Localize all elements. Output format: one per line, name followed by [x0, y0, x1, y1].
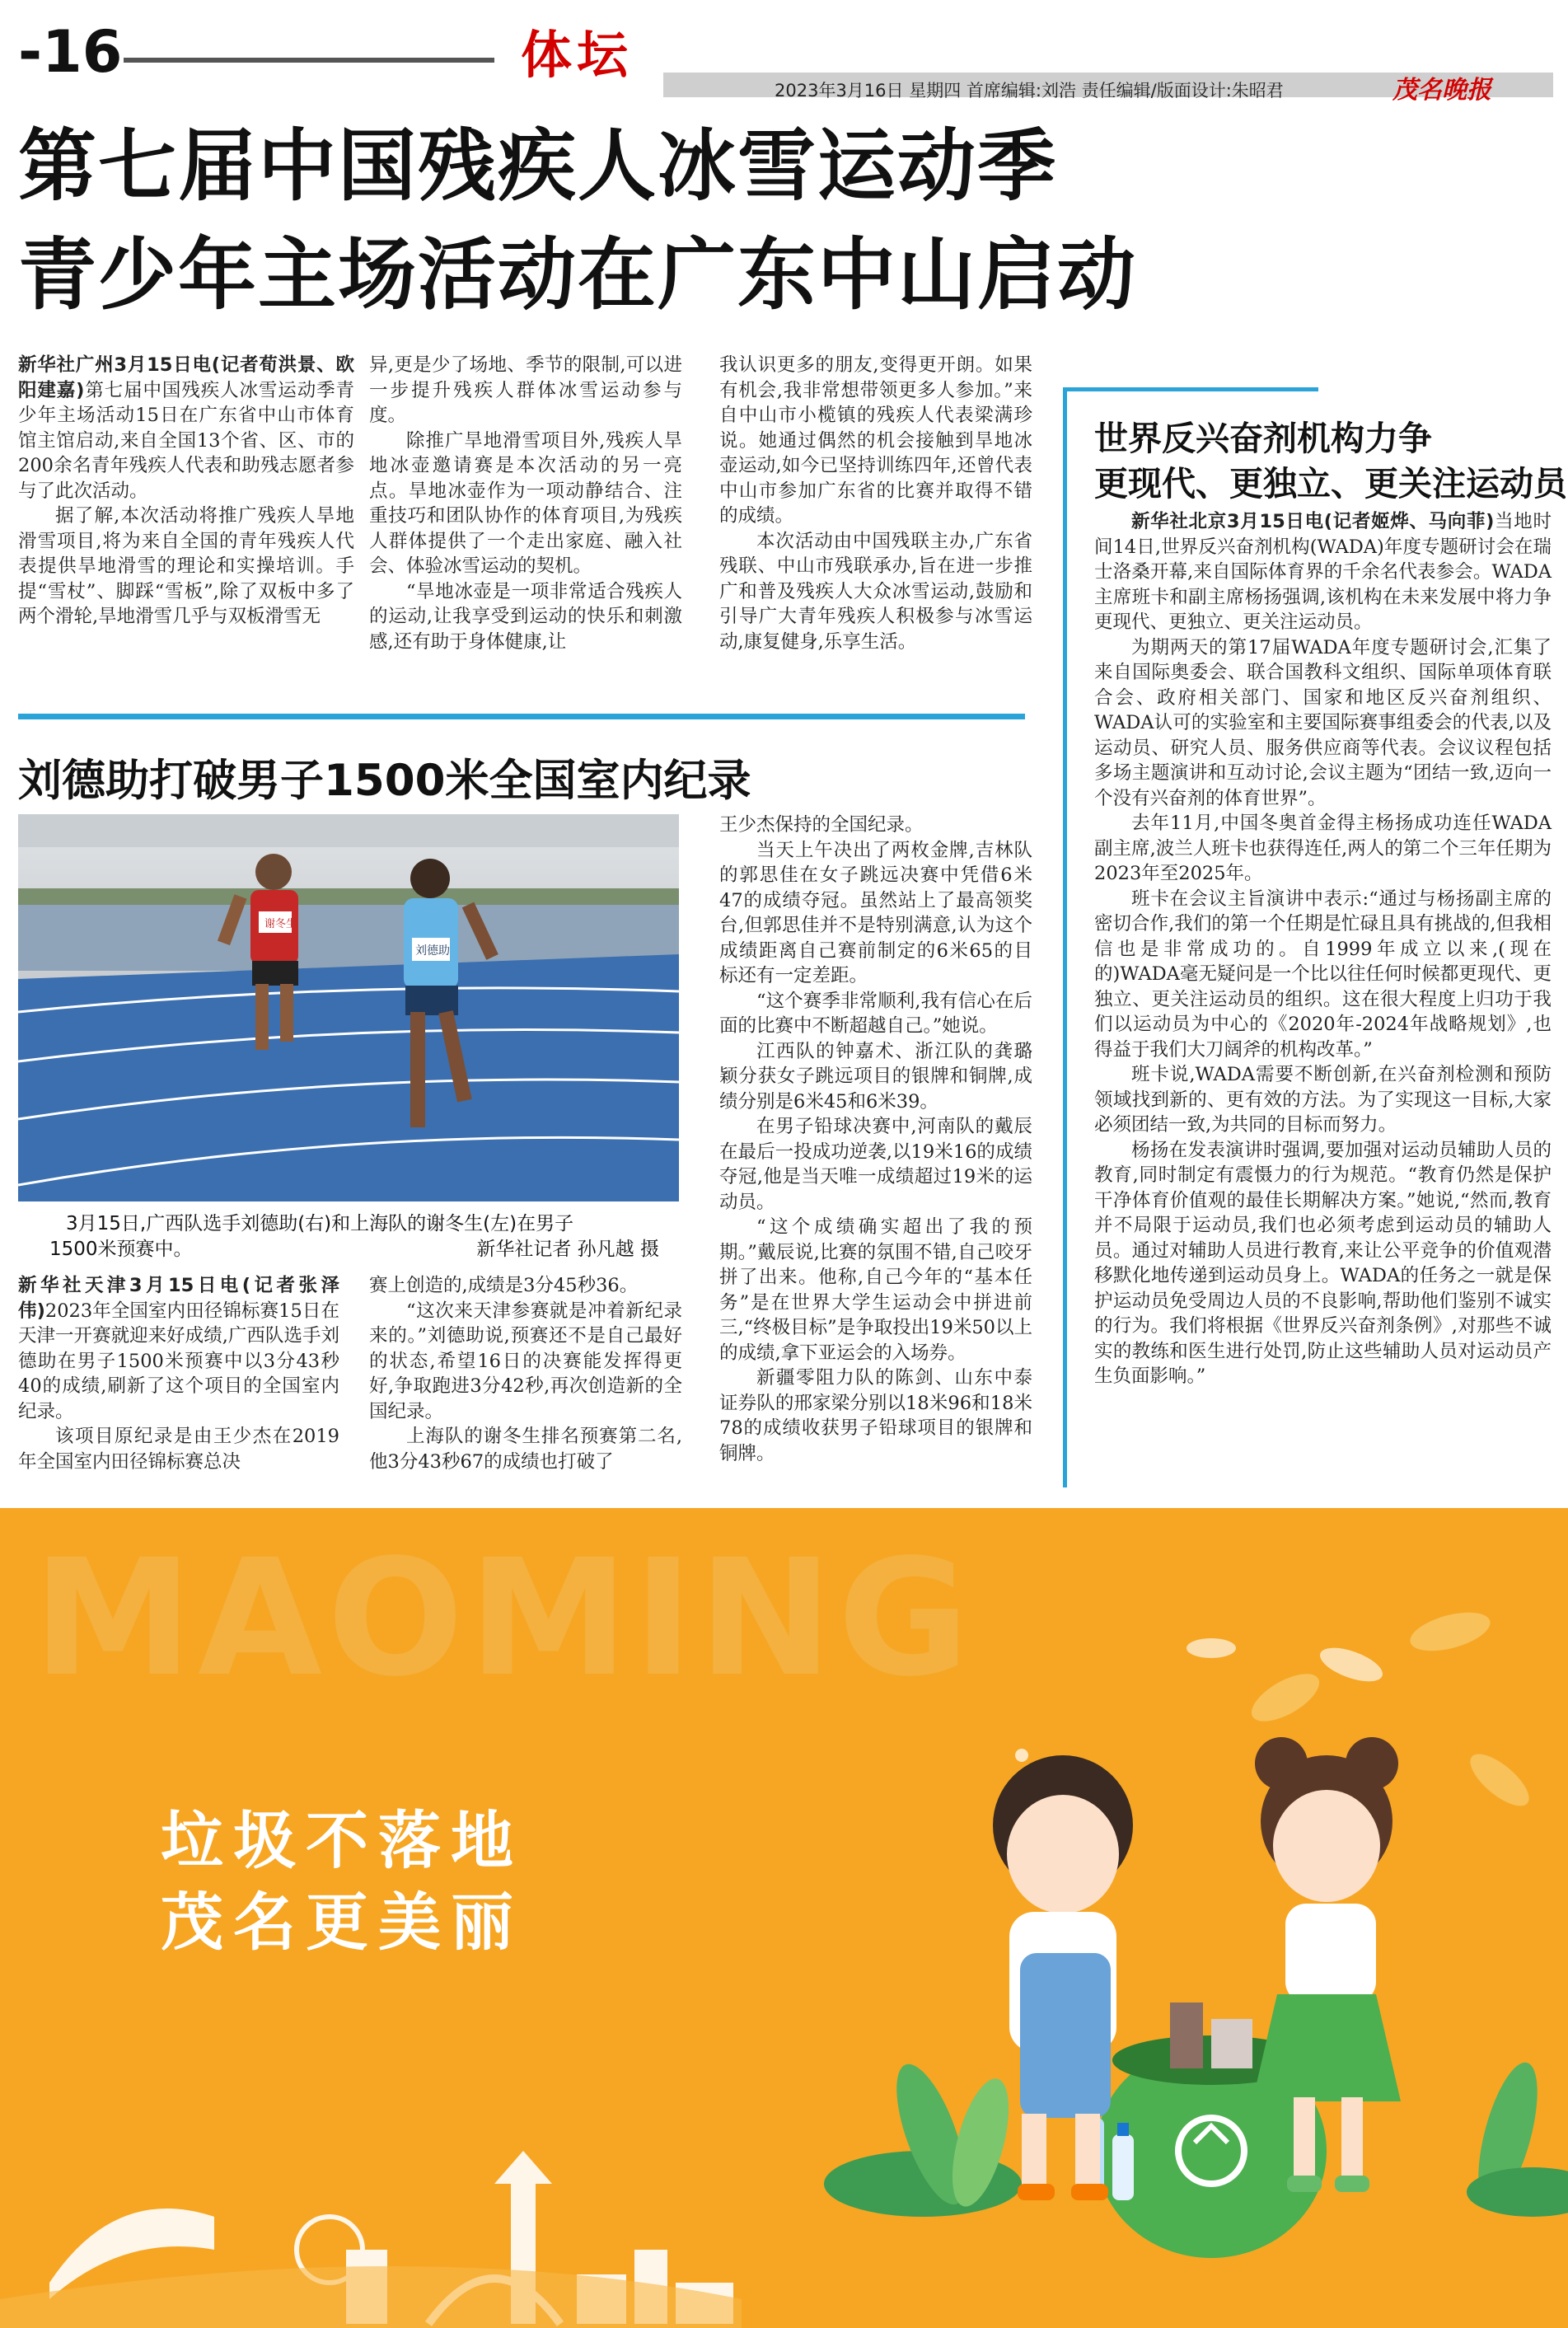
article2-col1-p2: 该项目原纪录是由王少杰在2019年全国室内田径锦标赛总决: [18, 1426, 339, 1473]
section-title: 体坛: [521, 25, 634, 85]
article2-col2-p2: “这次来天津参赛就是冲着新纪录来的。”刘德助说,预赛还不是自己最好的状态,希望16日的决赛能发挥得更好,争取跑进3分42秒,再次创造新的全国纪录。: [369, 1300, 682, 1422]
bib-left: 谢冬生: [264, 918, 297, 930]
article3-dateline: 新华社北京3月15日电(记者姬烨、马向菲): [1131, 511, 1495, 532]
article3-headline-line1: 世界反兴奋剂机构力争: [1094, 419, 1432, 458]
bib-right: 刘德助: [415, 944, 450, 958]
article2-col1-p1: 2023年全国室内田径锦标赛15日在天津一开赛就迎来好成绩,广西队选手刘德助在男子1500米预赛中以3分43秒40的成绩,刷新了这个项目的全国室内纪录。: [18, 1300, 339, 1422]
article2-col3-p5: 在男子铅球决赛中,河南队的戴辰在最后一投成功逆袭,以19米16的成绩夺冠,他是当天唯一成绩超过19米的运动员。: [719, 1116, 1032, 1213]
article2-col2-p1: 赛上创造的,成绩是3分45秒36。: [369, 1275, 639, 1296]
public-service-ad: [0, 1508, 1568, 2328]
article1-column-3: [719, 353, 1032, 654]
article1-headline-line2: 青少年主场活动在广东中山启动: [18, 230, 1138, 321]
article3-body: [1094, 509, 1552, 1389]
article3-headline-line2: 更现代、更独立、更关注运动员: [1094, 464, 1567, 504]
section-divider: [18, 714, 1025, 719]
article2-col3-p6: “这个成绩确实超出了我的预期。”戴辰说,比赛的氛围不错,自己咬牙拼了出来。他称,自己今年的“基本任务”是在世界大学生运动会中拼进前三,“终极目标”是争取投出19米50以上的成绩,拿下亚运会的入场券。: [719, 1216, 1032, 1364]
article1-column-2: [369, 353, 682, 654]
article1-col3-p1: 我认识更多的朋友,变得更开朗。如果有机会,我非常想带领更多人参加。”来自中山市小榄镇的残疾人代表梁满珍说。她通过偶然的机会接触到旱地冰壶运动,如今已坚持训练四年,还曾代表中山市参加广东省的比赛并取得不错的成绩。: [719, 354, 1032, 527]
article1-dateline: 新华社广州3月15日电(记者荀洪景、欧阳建嘉): [18, 354, 354, 401]
article1-col1-p2: 据了解,本次活动将推广残疾人旱地滑雪项目,将为来自全国的青年残疾人代表提供旱地滑雪的理论和实操培训。手提“雪杖”、脚踩“雪板”,除了双板中多了两个滑轮,旱地滑雪几乎与双板滑雪无: [18, 505, 354, 627]
photo-credit: 新华社记者 孙凡越 摄: [476, 1239, 659, 1260]
ad-slogan: [161, 1801, 523, 1964]
article1-col2-p1: 异,更是少了场地、季节的限制,可以进一步提升残疾人群体冰雪运动参与度。: [369, 354, 682, 426]
article3-p1: 当地时间14日,世界反兴奋剂机构(WADA)年度专题研讨会在瑞士洛桑开幕,来自国际体育界的千余名代表参会。WADA主席班卡和副主席杨扬强调,该机构在未来发展中将力争更现代、更独立、更关注运动员。: [1094, 511, 1552, 633]
newspaper-logo: 茂名晚报: [1392, 76, 1491, 105]
right-column-top-rule: [1063, 387, 1318, 391]
caption-line2: 1500米预赛中。: [49, 1239, 193, 1260]
article2-column-2: [369, 1273, 682, 1474]
article2-column-3: [719, 813, 1032, 1466]
article2-dateline: 新华社天津3月15日电(记者张泽伟): [18, 1275, 339, 1322]
caption-line1: 3月15日,广西队选手刘德助(右)和上海队的谢冬生(左)在男子: [66, 1213, 574, 1234]
ad-slogan-line1: 垃圾不落地: [161, 1804, 523, 1877]
page-number: -16: [18, 18, 123, 86]
article3-p5: 班卡说,WADA需要不断创新,在兴奋剂检测和预防领域找到新的、更有效的方法。为了实现这一目标,大家必须团结一致,为共同的目标而努力。: [1094, 1064, 1552, 1136]
article3-headline: [1094, 416, 1567, 507]
right-column-border: [1063, 391, 1067, 1487]
article2-col3-p4: 江西队的钟嘉术、浙江队的龚璐颖分获女子跳远项目的银牌和铜牌,成绩分别是6米45和6米39。: [719, 1040, 1032, 1112]
ad-slogan-line2: 茂名更美丽: [161, 1885, 523, 1959]
article1-col1-p1: 第七届中国残疾人冰雪运动季青少年主场活动15日在广东省中山市体育馆主馆启动,来自全国13个省、区、市的200余名青年残疾人代表和助残志愿者参与了此次活动。: [18, 379, 354, 502]
race-photo-image: [18, 814, 679, 1201]
article2-column-1: [18, 1273, 339, 1474]
article3-p6: 杨扬在发表演讲时强调,要加强对运动员辅助人员的教育,同时制定有震慑力的行为规范。“教育仍然是保护干净体育价值观的最佳长期解决方案。”她说,“然而,教育并不局限于运动员,我们也必须考虑到运动员的辅助人员。通过对辅助人员进行教育,来让公平竞争的价值观潜移默化地传递到运动员身上。WADA的任务之一就是保护运动员免受周边人员的不良影响,帮助他们鉴别不诚实的行为。我们将根据《世界反兴奋剂条例》,对那些不诚实的教练和医生进行处罚,防止这些辅助人员对运动员产生负面影响。”: [1094, 1139, 1552, 1387]
article1-column-1: [18, 353, 354, 630]
article1-col3-p2: 本次活动由中国残联主办,广东省残联、中山市残联承办,旨在进一步推广和普及残疾人大众冰雪运动,鼓励和引导广大青年残疾人积极参与冰雪运动,康复健身,乐享生活。: [719, 530, 1032, 653]
article3-p4: 班卡在会议主旨演讲中表示:“通过与杨扬副主席的密切合作,我们的第一个任期是忙碌且具有挑战的,但我相信也是非常成功的。自1999年成立以来,(现在的)WADA毫无疑问是一个比以往任何时候都更现代、更独立、更关注运动员的组织。这在很大程度上归功于我们以运动员为中心的《2020年-2024年战略规划》,也得益于我们大刀阔斧的机构改革。”: [1094, 888, 1552, 1061]
article2-headline: 刘德助打破男子1500米全国室内纪录: [18, 756, 751, 806]
race-photo: [18, 814, 679, 1201]
article2-col3-p3: “这个赛季非常顺利,我有信心在后面的比赛中不断超越自己。”她说。: [719, 990, 1032, 1037]
article3-p2: 为期两天的第17届WADA年度专题研讨会,汇集了来自国际奥委会、联合国教科文组织、国际单项体育联合会、政府相关部门、国家和地区反兴奋剂组织、WADA认可的实验室和主要国际赛事组委会的代表,以及运动员、研究人员、服务供应商等代表。会议议程包括多场主题演讲和互动讨论,会议主题为“团结一致,迈向一个没有兴奋剂的体育世界”。: [1094, 636, 1552, 809]
article2-col3-p7: 新疆零阻力队的陈剑、山东中泰证券队的邢家梁分别以18米96和18米78的成绩收获男子铅球项目的银牌和铜牌。: [719, 1367, 1032, 1464]
header-rule: [124, 58, 494, 63]
ad-watermark: MAOMING: [33, 1525, 975, 1712]
article1-col2-p3: “旱地冰壶是一项非常适合残疾人的运动,让我享受到运动的快乐和刺激感,还有助于身体健康,让: [369, 580, 682, 653]
article2-col2-p3: 上海队的谢冬生排名预赛第二名,他3分43秒67的成绩也打破了: [369, 1426, 682, 1473]
article1-headline-line1: 第七届中国残疾人冰雪运动季: [18, 121, 1058, 212]
issue-meta: 2023年3月16日 星期四 首席编辑:刘浩 责任编辑/版面设计:朱昭君: [775, 81, 1284, 101]
article2-col3-p2: 当天上午决出了两枚金牌,吉林队的郭思佳在女子跳远决赛中凭借6米47的成绩夺冠。虽然站上了最高领奖台,但郭思佳并不是特别满意,认为这个成绩距离自己赛前制定的6米65的目标还有一定差距。: [719, 839, 1032, 986]
article1-col2-p2: 除推广旱地滑雪项目外,残疾人旱地冰壶邀请赛是本次活动的另一亮点。旱地冰壶作为一项动静结合、注重技巧和团队协作的体育项目,为残疾人群体提供了一个走出家庭、融入社会、体验冰雪运动的契机。: [369, 429, 682, 577]
article3-p3: 去年11月,中国冬奥首金得主杨扬成功连任WADA副主席,波兰人班卡也获得连任,两人的第二个三年任期为2023年至2025年。: [1094, 813, 1552, 884]
article2-col3-p1: 王少杰保持的全国纪录。: [719, 814, 924, 836]
photo-caption: [49, 1211, 692, 1262]
